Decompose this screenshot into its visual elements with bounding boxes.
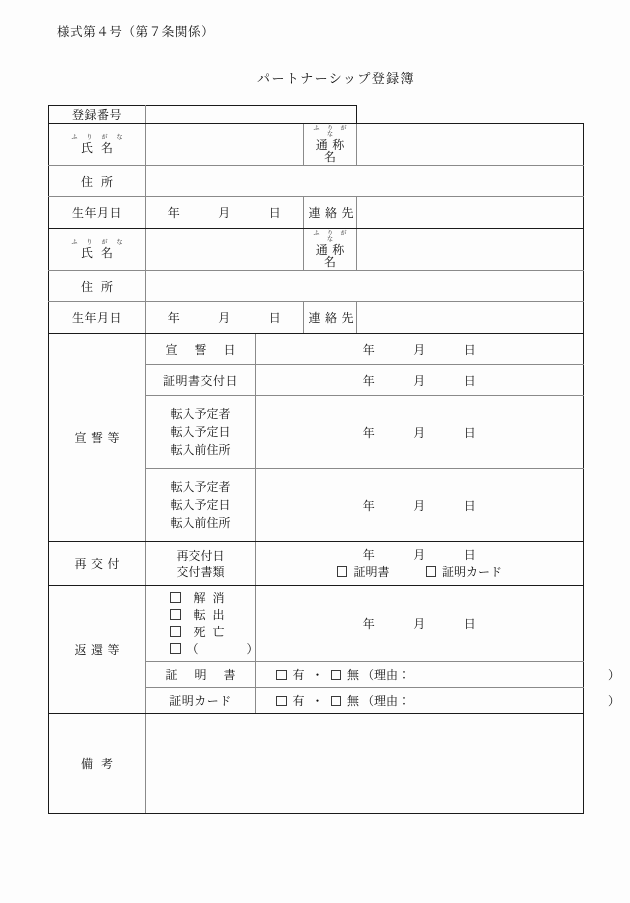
checkbox-icon — [331, 670, 342, 681]
input-person2-name[interactable] — [146, 229, 304, 271]
checkbox-return-card-yes[interactable] — [276, 692, 305, 709]
checkbox-return-moveout-label: 転出 — [193, 607, 232, 622]
checkbox-return-dissolution-label: 解消 — [193, 590, 232, 605]
checkbox-icon — [170, 643, 181, 654]
input-reissue[interactable] — [256, 542, 584, 586]
ruby-person2-name: ふりがな — [71, 240, 132, 246]
checkbox-icon — [276, 670, 287, 681]
input-person2-birthdate[interactable] — [146, 302, 304, 334]
checkbox-return-card-no-label: 無 — [347, 694, 360, 708]
checkbox-reissue-certificate[interactable] — [337, 564, 390, 581]
input-person1-address[interactable] — [146, 166, 584, 197]
label-person2-contact-text: 連絡先 — [308, 311, 359, 325]
input-person2-address[interactable] — [146, 271, 584, 302]
input-oath-date[interactable] — [256, 334, 584, 365]
checkbox-icon — [331, 696, 342, 707]
table-row-person1-birthdate — [49, 197, 584, 229]
checkbox-icon — [276, 696, 287, 707]
label-person1-name-text: 氏名 — [80, 141, 121, 155]
label-transfer-1-line-0: 転入予定者 — [170, 407, 231, 421]
table-row-oath-date — [49, 334, 584, 365]
label-person2-alias-text: 通称名 — [315, 243, 349, 269]
input-return-date[interactable] — [256, 586, 584, 662]
label-person1-alias-text: 通称名 — [315, 138, 349, 164]
table-row-remarks — [49, 714, 584, 814]
label-return-certificate-reason-prefix: （理由： — [362, 668, 411, 682]
label-registration-number — [49, 106, 146, 124]
label-person2-alias — [304, 229, 357, 271]
label-person2-contact — [304, 302, 357, 334]
table-row-person1-address — [49, 166, 584, 197]
checkbox-icon — [170, 592, 181, 603]
table-row-reissue — [49, 542, 584, 586]
ruby-person1-name: ふりがな — [71, 135, 132, 141]
checkbox-return-other-label: （ ） — [186, 641, 259, 656]
date-placeholder-certificate-issue-date: 年 月 日 — [362, 373, 477, 388]
label-remarks — [49, 714, 146, 814]
label-return-card — [146, 688, 256, 714]
label-person1-name — [49, 124, 146, 166]
checkbox-return-certificate-no-label: 無 — [347, 668, 360, 682]
label-return-section — [49, 586, 146, 714]
date-placeholder-transfer-2: 年 月 日 — [362, 498, 477, 513]
separator-return-certificate: ・ — [311, 668, 324, 682]
label-return-section-text: 返還等 — [74, 643, 124, 657]
input-person2-contact[interactable] — [357, 302, 584, 334]
label-return-card-text: 証明カード — [169, 694, 232, 708]
checkbox-return-card-no[interactable] — [331, 692, 360, 709]
label-transfer-2-line-0: 転入予定者 — [170, 480, 231, 494]
input-person2-alias[interactable] — [357, 229, 584, 271]
label-transfer-1-line-2: 転入前住所 — [170, 443, 231, 457]
label-reissue-date: 再交付日 — [176, 548, 225, 563]
label-return-card-reason-suffix: ） — [608, 694, 621, 708]
checkbox-return-certificate-yes-label: 有 — [292, 668, 305, 682]
label-certificate-issue-date-text: 証明書交付日 — [162, 373, 238, 388]
label-person2-address-text: 住所 — [80, 279, 121, 294]
input-person1-name[interactable] — [146, 124, 304, 166]
label-oath-date — [146, 334, 256, 365]
date-placeholder-oath-date: 年 月 日 — [362, 342, 477, 357]
label-person2-birthdate — [49, 302, 146, 334]
label-return-certificate — [146, 662, 256, 688]
input-certificate-issue-date[interactable] — [256, 365, 584, 396]
checkbox-group-return-reasons — [146, 586, 259, 662]
table-row-person2-address — [49, 271, 584, 302]
label-transfer-2 — [146, 469, 256, 542]
checkbox-icon — [426, 566, 437, 577]
label-certificate-issue-date — [146, 365, 256, 396]
checkbox-return-certificate-yes[interactable] — [276, 666, 305, 683]
form-number: 様式第４号（第７条関係） — [57, 25, 215, 39]
label-transfer-1 — [146, 396, 256, 469]
checkbox-return-other[interactable] — [170, 641, 259, 658]
input-transfer-1[interactable] — [256, 396, 584, 469]
label-person1-birthdate-text: 生年月日 — [71, 206, 122, 220]
label-person1-birthdate — [49, 197, 146, 229]
checkbox-return-moveout[interactable] — [170, 607, 255, 624]
label-oath-section-text: 宣誓等 — [74, 431, 124, 445]
date-placeholder-person2-birthdate: 年 月 日 — [167, 311, 282, 325]
checkbox-reissue-card-label: 証明カード — [442, 564, 503, 579]
label-transfer-2-line-2: 転入前住所 — [170, 516, 231, 530]
page-title: パートナーシップ登録簿 — [257, 71, 415, 86]
label-person2-address — [49, 271, 146, 302]
label-return-certificate-reason-suffix: ） — [608, 668, 621, 682]
checkbox-reissue-certificate-label: 証明書 — [353, 564, 390, 579]
table-row-person2-birthdate — [49, 302, 584, 334]
ruby-person2-alias: ふりがな — [313, 231, 355, 243]
label-person2-name — [49, 229, 146, 271]
label-reissue-section-text: 再交付 — [74, 557, 124, 571]
input-remarks[interactable] — [146, 714, 584, 814]
checkbox-return-death[interactable] — [170, 624, 255, 641]
label-oath-date-text: 宣 誓 日 — [165, 342, 238, 357]
checkbox-return-certificate-no[interactable] — [331, 666, 360, 683]
checkbox-icon — [170, 626, 181, 637]
label-oath-section — [49, 334, 146, 542]
label-person1-contact-text: 連絡先 — [308, 206, 359, 220]
ruby-person1-alias: ふりがな — [313, 126, 355, 138]
date-placeholder-reissue: 年 月 日 — [362, 547, 477, 562]
table-row-person1-name — [49, 124, 584, 166]
table-row-person2-name — [49, 229, 584, 271]
label-transfer-2-line-1: 転入予定日 — [170, 498, 231, 512]
separator-return-card: ・ — [311, 694, 324, 708]
label-person1-contact — [304, 197, 357, 229]
date-placeholder-person1-birthdate: 年 月 日 — [167, 206, 282, 220]
date-placeholder-return: 年 月 日 — [362, 617, 477, 631]
registry-table — [48, 105, 621, 814]
label-remarks-text: 備考 — [80, 757, 121, 771]
spacer-registration-number — [357, 106, 584, 124]
label-transfer-1-line-1: 転入予定日 — [170, 425, 231, 439]
label-person2-birthdate-text: 生年月日 — [71, 311, 122, 325]
input-person1-contact[interactable] — [357, 197, 584, 229]
table-row-registration-number — [49, 106, 584, 124]
input-return-certificate[interactable] — [256, 662, 621, 688]
checkbox-return-death-label: 死亡 — [193, 624, 232, 639]
input-transfer-2[interactable] — [256, 469, 584, 542]
table-row-return-reasons — [49, 586, 584, 662]
checkbox-icon — [337, 566, 348, 577]
label-return-card-reason-prefix: （理由： — [362, 694, 411, 708]
input-registration-number[interactable] — [146, 106, 357, 124]
input-return-card[interactable] — [256, 688, 621, 714]
label-reissue-sub — [146, 542, 256, 586]
label-reissue-section — [49, 542, 146, 586]
checkbox-return-card-yes-label: 有 — [292, 694, 305, 708]
label-person2-name-text: 氏名 — [80, 246, 121, 260]
checkbox-return-dissolution[interactable] — [170, 590, 255, 607]
label-reissue-docs: 交付書類 — [176, 564, 225, 579]
label-registration-number-text: 登録番号 — [71, 108, 122, 122]
label-person1-address-text: 住所 — [80, 174, 121, 189]
date-placeholder-transfer-1: 年 月 日 — [362, 425, 477, 440]
label-person1-address — [49, 166, 146, 197]
checkbox-reissue-card[interactable] — [426, 564, 503, 581]
input-person1-birthdate[interactable] — [146, 197, 304, 229]
label-person1-alias — [304, 124, 357, 166]
input-person1-alias[interactable] — [357, 124, 584, 166]
checkbox-icon — [170, 609, 181, 620]
label-return-certificate-text: 証 明 書 — [165, 668, 238, 682]
